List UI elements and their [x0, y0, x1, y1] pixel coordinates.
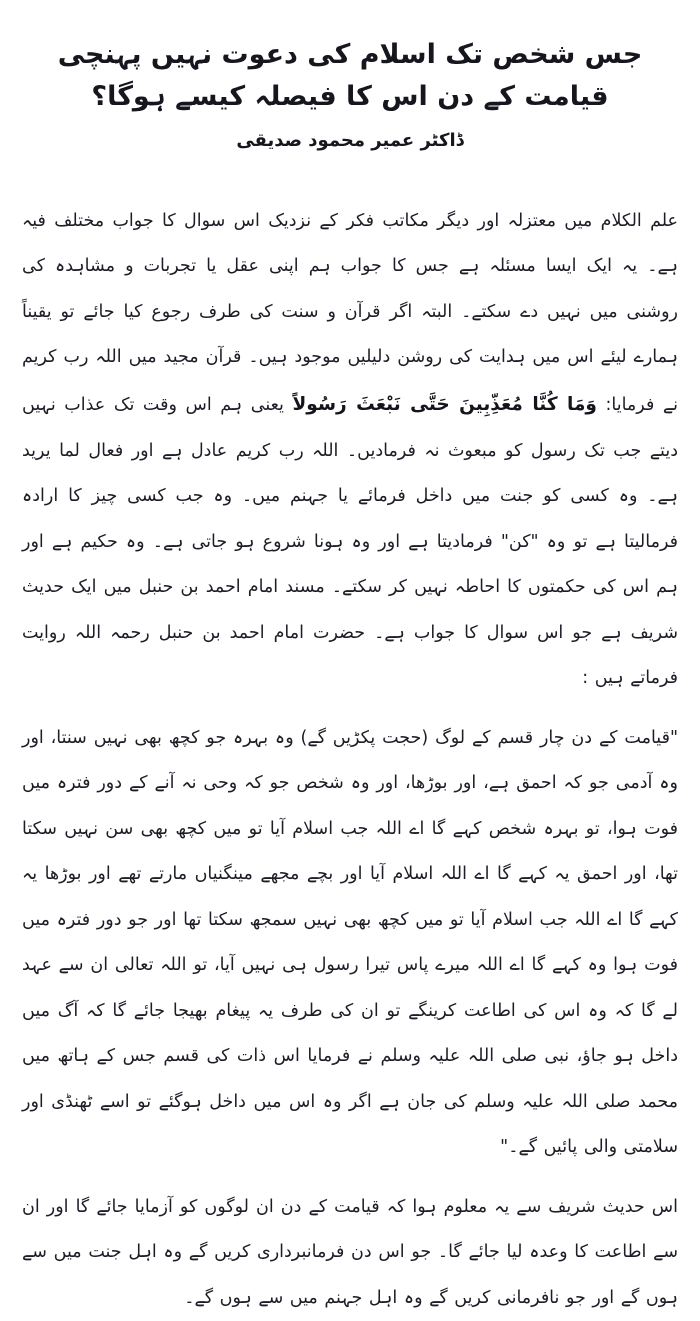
paragraph-hadith-quote: "قیامت کے دن چار قسم کے لوگ (حجت پکڑیں گے) وہ بہرہ جو کچھ بھی نہیں سنتا، اور وہ آدمی جو کہ احمق ہے، اور بوڑھا، اور وہ شخص جو کہ وحی نہ آنے کے دور فترہ میں فوت ہوا، تو بہرہ شخص کہے گا اے اللہ جب اسلام آیا تو میں کچھ بھی سن نہیں سکتا تھا، اور احمق یہ کہے گا اے اللہ اسلام آیا اور بچے مجھے مینگنیاں مارتے تھے اور بوڑھا یہ کہے گا اے اللہ جب اسلام آیا تو میں کچھ بھی نہیں سمجھ سکتا تھا اور جو دور فترہ میں فوت ہوا وہ کہے گا اے اللہ میرے پاس تیرا رسول ہی نہیں آیا، تو اللہ تعالی ان سے عہد لے گا کہ وہ اس کی اطاعت کرینگے تو ان کی طرف یہ پیغام بھیجا جائے گا کہ آگ میں داخل ہو جاؤ، نبی صلی اللہ علیہ وسلم نے فرمایا اس ذات کی قسم جس کے ہاتھ میں محمد صلی اللہ علیہ وسلم کی جان ہے اگر وہ اس میں داخل ہوگئے تو اسے ٹھنڈی اور سلامتی والی پائیں گے۔": [22, 727, 678, 1158]
article-body: [22, 199, 678, 1321]
paragraph-intro: [22, 199, 678, 702]
paragraph-conclusion: اس حدیث شریف سے یہ معلوم ہوا کہ قیامت کے دن ان لوگوں کو آزمایا جائے گا اور ان سے اطاعت کا وعدہ لیا جائے گا۔ جو اس دن فرمانبرداری کریں گے وہ اہل جنت میں سے ہوں گے اور جو نافرمانی کریں گے وہ اہل جہنم میں سے ہوں گے۔: [22, 1196, 678, 1308]
quran-verse: وَمَا كُنَّا مُعَذِّبِينَ حَتَّى نَبْعَثَ رَسُولاً: [292, 393, 597, 415]
intro-text-after-verse: یعنی ہم اس وقت تک عذاب نہیں دیتے جب تک رسول کو مبعوث نہ فرمادیں۔ اللہ رب کریم عادل ہے اور فعال لما یرید ہے۔ وہ کسی کو جنت میں داخل فرمائے یا جہنم میں۔ وہ جب کسی چیز کا ارادہ فرمالیتا ہے تو وہ "کن" فرمادیتا ہے اور وہ ہونا شروع ہو جاتی ہے۔ وہ حکیم ہے اور ہم اس کی حکمتوں کا احاطہ نہیں کر سکتے۔ مسند امام احمد بن حنبل میں ایک حدیث شریف ہے جو اس سوال کا جواب ہے۔ حضرت امام احمد بن حنبل رحمہ اللہ روایت فرماتے ہیں :: [22, 394, 678, 689]
article-byline: ڈاکٹر عمیر محمود صدیقی: [236, 129, 464, 151]
article-title: جس شخص تک اسلام کی دعوت نہیں پہنچی قیامت کے دن اس کا فیصلہ کیسے ہوگا؟: [57, 39, 643, 112]
intro-text-before-verse: علم الکلام میں معتزلہ اور دیگر مکاتب فکر کے نزدیک اس سوال کا جواب مختلف فیہ ہے۔ یہ ایک ایسا مسئلہ ہے جس کا جواب ہم اپنی عقل یا تجربات و مشاہدہ کی روشنی میں نہیں دے سکتے۔ البتہ اگر قرآن و سنت کی طرف رجوع کیا جائے تو یقیناً ہمارے لیئے اس میں ہدایت کی روشن دلیلیں موجود ہیں۔ قرآن مجید میں اللہ رب کریم نے فرمایا:: [22, 210, 678, 415]
